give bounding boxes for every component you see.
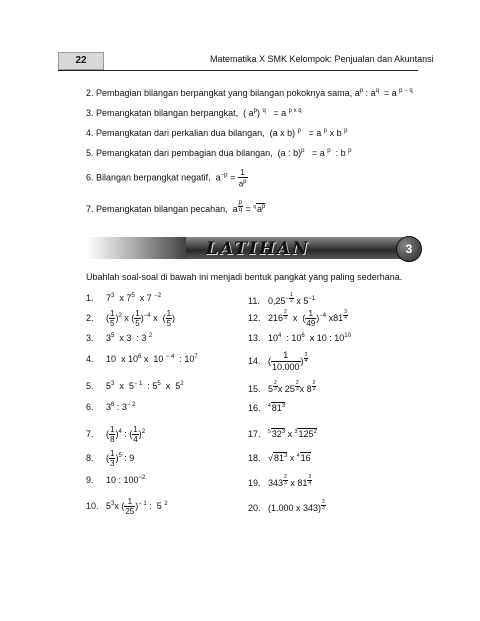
- exercise-19: 19. 343 $^{\frac{2}{3}}$ x 81 $^{\frac{3}{4}}$: [248, 474, 312, 489]
- exercise-1: 1. $7^3$ x $7^5$ x 7 $^{-2}$: [86, 293, 162, 303]
- page-header: [58, 50, 434, 72]
- header-rule: [58, 70, 418, 71]
- exercise-18: 18. $√81^3$ x $^4$16: [248, 453, 311, 463]
- exercise-13: 13. $10^4$ : $10^6$ x 10 : $10^{10}$: [248, 333, 351, 343]
- exercise-16: 16. $^481^3$: [248, 403, 286, 413]
- property-2: 2. Pembagian bilangan berpangkat yang bilangan pokoknya sama, $a^p$ : $a^q = a$ $^{p - q}$: [86, 88, 413, 98]
- property-7: 7. Pemangkatan bilangan pecahan, a $^{\frac{p}{q}}$ = $^qa^p$: [86, 200, 266, 215]
- exercise-6: 6. $3^6$ : $3^{- 2}$: [86, 402, 136, 412]
- page-number: 22: [58, 52, 104, 70]
- exercise-9: 9. 10 : $100^{-2}$: [86, 475, 146, 485]
- exercise-12: 12. 216 $^{\frac{2}{3}}$ x ( $\frac{1}{49}$ )$^{-4}$ x81 $^{\frac{3}{4}}$: [248, 308, 347, 328]
- header-title: Matematika X SMK Kelompok: Penjualan dan Akuntansi: [210, 54, 434, 64]
- property-6: 6. Bilangan berpangkat negatif, $a^{-p}$ = $\frac{1}{a^p}$: [86, 168, 247, 189]
- banner-title: LATIHAN: [206, 239, 310, 259]
- exercise-2: 2. ( $\frac{1}{5}$ )$^2$ x ( $\frac{1}{5}$ )$^{-4}$ x ( $\frac{1}{5}$ ): [86, 309, 176, 328]
- exercise-11: 11. $0,25^{- \frac{1}{2}}$ x $5^{-1}$: [248, 292, 316, 307]
- latihan-banner: [86, 237, 416, 259]
- exercise-5: 5. $5^3$ x $5^{- 1}$ : $5^5$ x $5^2$: [86, 381, 184, 391]
- exercise-7: 7. ( $\frac{1}{8}$ )$^4$ : ( $\frac{1}{4}$ )$^2$: [86, 425, 146, 444]
- property-3: 3. Pemangkatan bilangan berpangkat, ( $a^p$) $^q$ = a $^{p x q}$: [86, 108, 302, 118]
- property-4: 4. Pemangkatan dari perkalian dua bilangan, (a x b) $^p$ = a $^p$ x b $^p$: [86, 128, 348, 138]
- exercise-10: 10. $5^3x$ ( $\frac{1}{25}$ )$^{- 1}$ : 5 $^2$: [86, 497, 168, 516]
- exercise-15: 15. 5 $^{\frac{2}{3}}$ x 25 $^{\frac{2}{3}}$ x 8 $^{\frac{2}{3}}$: [248, 380, 316, 395]
- instruction: Ubahlah soal-soal di bawah ini menjadi bentuk pangkat yang paling sederhana.: [86, 272, 403, 282]
- exercise-4: 4. 10 x $10^6$ x 10 $^{- 4}$ : $10^7$: [86, 354, 198, 364]
- banner-number: 3: [396, 236, 422, 262]
- exercise-8: 8. ( $\frac{1}{3}$ )$^5$ : 9: [86, 449, 135, 468]
- exercise-17: 17. $^532^3$ x $^3125^2$: [248, 429, 317, 439]
- exercise-20: 20. (1.000 x 343) $^{\frac{2}{3}}$: [248, 499, 325, 514]
- exercise-14: 14. ( $\frac{1}{10.000}$ ) $^{\frac{3}{4}}$: [248, 350, 308, 372]
- exercise-3: 3. $3^5$ x 3 : 3 $^2$: [86, 333, 153, 343]
- property-5: 5. Pemangkatan dari pembagian dua bilangan, (a : b)$^p$ = a $^p$ : b $^p$: [86, 148, 352, 158]
